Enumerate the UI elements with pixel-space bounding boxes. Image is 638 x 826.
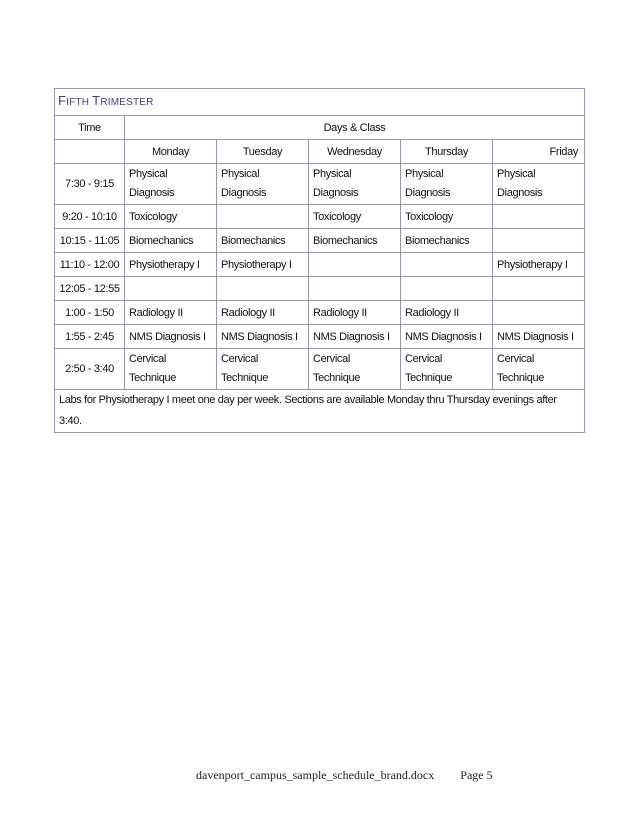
class-cell: Physical Diagnosis <box>217 164 309 205</box>
table-title: FIFTH TRIMESTER <box>55 89 585 116</box>
class-cell <box>401 253 493 277</box>
class-cell: Cervical Technique <box>401 349 493 390</box>
schedule-table <box>54 88 585 433</box>
class-cell: NMS Diagnosis I <box>125 325 217 349</box>
class-cell: Toxicology <box>309 205 401 229</box>
class-cell: Physical Diagnosis <box>401 164 493 205</box>
class-cell: Cervical Technique <box>493 349 585 390</box>
time-cell: 1:55 - 2:45 <box>55 325 125 349</box>
table-row <box>55 277 585 301</box>
class-cell: Radiology II <box>217 301 309 325</box>
class-cell <box>217 205 309 229</box>
class-cell <box>493 229 585 253</box>
time-cell: 2:50 - 3:40 <box>55 349 125 390</box>
class-cell: Biomechanics <box>217 229 309 253</box>
time-header: Time <box>55 116 125 140</box>
day-monday: Monday <box>125 140 217 164</box>
class-cell: Radiology II <box>125 301 217 325</box>
time-cell: 12:05 - 12:55 <box>55 277 125 301</box>
table-row <box>55 253 585 277</box>
table-row <box>55 164 585 205</box>
day-names-blank <box>55 140 125 164</box>
class-cell <box>493 277 585 301</box>
table-row <box>55 205 585 229</box>
day-friday: Friday <box>493 140 585 164</box>
class-cell: Cervical Technique <box>217 349 309 390</box>
class-cell: NMS Diagnosis I <box>401 325 493 349</box>
class-cell: Physical Diagnosis <box>493 164 585 205</box>
class-cell: Physiotherapy I <box>125 253 217 277</box>
class-cell: NMS Diagnosis I <box>309 325 401 349</box>
day-names-row <box>55 140 585 164</box>
table-row <box>55 349 585 390</box>
class-cell <box>217 277 309 301</box>
class-cell: Physical Diagnosis <box>309 164 401 205</box>
day-tuesday: Tuesday <box>217 140 309 164</box>
time-cell: 7:30 - 9:15 <box>55 164 125 205</box>
time-cell: 1:00 - 1:50 <box>55 301 125 325</box>
class-cell: Toxicology <box>401 205 493 229</box>
class-cell: Physiotherapy I <box>217 253 309 277</box>
class-cell: Toxicology <box>125 205 217 229</box>
class-cell <box>493 301 585 325</box>
day-wednesday: Wednesday <box>309 140 401 164</box>
table-footnote: Labs for Physiotherapy I meet one day per week. Sections are available Monday thru Thursday evenings after 3:40. <box>55 390 585 433</box>
class-cell <box>493 205 585 229</box>
class-cell: Physiotherapy I <box>493 253 585 277</box>
footer-filename: davenport_campus_sample_schedule_brand.docx <box>196 768 435 782</box>
table-row <box>55 325 585 349</box>
class-cell: Biomechanics <box>125 229 217 253</box>
class-cell <box>309 253 401 277</box>
table-row <box>55 301 585 325</box>
class-cell: NMS Diagnosis I <box>217 325 309 349</box>
time-cell: 9:20 - 10:10 <box>55 205 125 229</box>
class-cell: Biomechanics <box>309 229 401 253</box>
class-cell: Cervical Technique <box>309 349 401 390</box>
header-row <box>55 116 585 140</box>
class-cell: Physical Diagnosis <box>125 164 217 205</box>
footer-page-number: Page 5 <box>460 768 493 782</box>
class-cell: Radiology II <box>401 301 493 325</box>
class-cell: Cervical Technique <box>125 349 217 390</box>
days-header: Days & Class <box>125 116 585 140</box>
class-cell <box>401 277 493 301</box>
time-cell: 11:10 - 12:00 <box>55 253 125 277</box>
class-cell <box>125 277 217 301</box>
class-cell: Radiology II <box>309 301 401 325</box>
page-footer <box>196 768 493 783</box>
table-row <box>55 229 585 253</box>
class-cell <box>309 277 401 301</box>
time-cell: 10:15 - 11:05 <box>55 229 125 253</box>
class-cell: NMS Diagnosis I <box>493 325 585 349</box>
class-cell: Biomechanics <box>401 229 493 253</box>
day-thursday: Thursday <box>401 140 493 164</box>
